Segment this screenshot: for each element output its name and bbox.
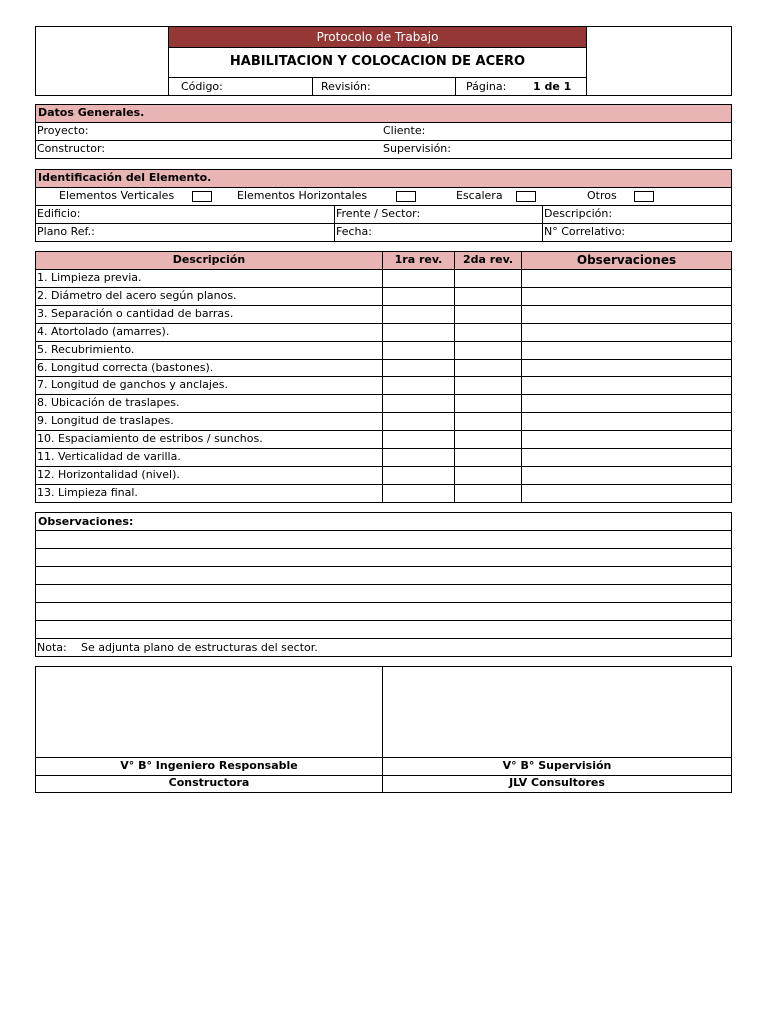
col-header-observaciones: Observaciones xyxy=(576,253,677,267)
checklist-1ra-rev-cell[interactable] xyxy=(383,306,454,322)
checklist-observacion-cell[interactable] xyxy=(522,342,731,358)
firma-ingeniero-org: Constructora xyxy=(168,776,250,789)
checklist-observacion-cell[interactable] xyxy=(522,467,731,483)
checklist-item-label: 9. Longitud de traslapes. xyxy=(37,414,174,427)
checklist-item-label: 4. Atortolado (amarres). xyxy=(37,325,170,338)
checklist-item-label: 5. Recubrimiento. xyxy=(37,343,135,356)
frente-sector-field[interactable]: Frente / Sector: xyxy=(336,207,421,220)
dg-rule-2 xyxy=(35,140,732,141)
checklist-1ra-rev-cell[interactable] xyxy=(383,360,454,376)
header-rule-2 xyxy=(168,77,586,78)
header-col-2 xyxy=(455,77,456,96)
option-otros-label: Otros xyxy=(587,189,617,202)
datos-generales-heading: Datos Generales. xyxy=(38,106,145,119)
checklist-observacion-cell[interactable] xyxy=(522,288,731,304)
checklist-observacion-cell[interactable] xyxy=(522,324,731,340)
firma-ingeniero-title: V° B° Ingeniero Responsable xyxy=(120,759,298,772)
firmas-rule-1 xyxy=(35,757,732,758)
checklist-observacion-cell[interactable] xyxy=(522,431,731,447)
checklist-observacion-cell[interactable] xyxy=(522,360,731,376)
observaciones-line[interactable] xyxy=(35,566,732,567)
checklist-observacion-cell[interactable] xyxy=(522,485,731,501)
revision-label: Revisión: xyxy=(321,80,371,93)
checklist-2da-rev-cell[interactable] xyxy=(455,485,521,501)
checklist-observacion-cell[interactable] xyxy=(522,395,731,411)
firma-supervision-title: V° B° Supervisión xyxy=(502,759,612,772)
header-divider-right xyxy=(586,26,587,96)
checklist-1ra-rev-cell[interactable] xyxy=(383,377,454,393)
observaciones-line xyxy=(35,638,732,639)
checklist-1ra-rev-cell[interactable] xyxy=(383,449,454,465)
edificio-field[interactable]: Edificio: xyxy=(37,207,81,220)
proyecto-field[interactable]: Proyecto: xyxy=(37,124,89,137)
option-horizontales-checkbox[interactable] xyxy=(396,191,416,202)
id-rule-3 xyxy=(35,223,732,224)
option-verticales-label: Elementos Verticales xyxy=(59,189,175,202)
observaciones-line[interactable] xyxy=(35,530,732,531)
checklist-1ra-rev-cell[interactable] xyxy=(383,485,454,501)
checklist-1ra-rev-cell[interactable] xyxy=(383,467,454,483)
checklist-observacion-cell[interactable] xyxy=(522,306,731,322)
option-escalera-checkbox[interactable] xyxy=(516,191,536,202)
col-header-1ra-rev: 1ra rev. xyxy=(394,253,443,266)
pagina-label: Página: xyxy=(466,80,507,93)
checklist-observacion-cell[interactable] xyxy=(522,377,731,393)
col-header-2da-rev: 2da rev. xyxy=(462,253,514,266)
checklist-1ra-rev-cell[interactable] xyxy=(383,342,454,358)
checklist-item-label: 2. Diámetro del acero según planos. xyxy=(37,289,237,302)
option-verticales-checkbox[interactable] xyxy=(192,191,212,202)
option-otros-checkbox[interactable] xyxy=(634,191,654,202)
checklist-1ra-rev-cell[interactable] xyxy=(383,395,454,411)
checklist-item-label: 11. Verticalidad de varilla. xyxy=(37,450,181,463)
checklist-item-label: 1. Limpieza previa. xyxy=(37,271,142,284)
firma-area-ingeniero[interactable] xyxy=(36,667,382,757)
codigo-label: Código: xyxy=(181,80,223,93)
checklist-1ra-rev-cell[interactable] xyxy=(383,431,454,447)
checklist-2da-rev-cell[interactable] xyxy=(455,306,521,322)
checklist-item-label: 3. Separación o cantidad de barras. xyxy=(37,307,234,320)
constructor-field[interactable]: Constructor: xyxy=(37,142,106,155)
checklist-item-label: 8. Ubicación de traslapes. xyxy=(37,396,180,409)
nota-label: Nota: xyxy=(37,641,67,654)
id-rule-1 xyxy=(35,187,732,188)
checklist-2da-rev-cell[interactable] xyxy=(455,270,521,286)
id-rule-2 xyxy=(35,205,732,206)
checklist-item-label: 10. Espaciamiento de estribos / sunchos. xyxy=(37,432,263,445)
checklist-1ra-rev-cell[interactable] xyxy=(383,324,454,340)
observaciones-line[interactable] xyxy=(35,584,732,585)
checklist-item-label: 7. Longitud de ganchos y anclajes. xyxy=(37,378,228,391)
checklist-observacion-cell[interactable] xyxy=(522,413,731,429)
observaciones-line[interactable] xyxy=(35,602,732,603)
descripcion-field[interactable]: Descripción: xyxy=(544,207,613,220)
checklist-2da-rev-cell[interactable] xyxy=(455,377,521,393)
firma-area-supervision[interactable] xyxy=(383,667,731,757)
header-col-1 xyxy=(312,77,313,96)
checklist-observacion-cell[interactable] xyxy=(522,270,731,286)
checklist-2da-rev-cell[interactable] xyxy=(455,449,521,465)
pagina-value: 1 de 1 xyxy=(533,80,572,93)
checklist-2da-rev-cell[interactable] xyxy=(455,413,521,429)
dg-rule-1 xyxy=(35,122,732,123)
checklist-item-label: 6. Longitud correcta (bastones). xyxy=(37,361,214,374)
checklist-2da-rev-cell[interactable] xyxy=(455,395,521,411)
plano-ref-field[interactable]: Plano Ref.: xyxy=(37,225,95,238)
id-col-1 xyxy=(334,205,335,242)
form-title: HABILITACION Y COLOCACION DE ACERO xyxy=(229,54,526,69)
header-rule-1 xyxy=(168,47,586,48)
header-banner xyxy=(169,27,586,47)
col-header-descripcion: Descripción xyxy=(172,253,246,266)
fecha-field[interactable]: Fecha: xyxy=(336,225,372,238)
checklist-item-label: 12. Horizontalidad (nivel). xyxy=(37,468,180,481)
checklist-observacion-cell[interactable] xyxy=(522,449,731,465)
checklist-1ra-rev-cell[interactable] xyxy=(383,413,454,429)
correlativo-field[interactable]: N° Correlativo: xyxy=(544,225,626,238)
option-escalera-label: Escalera xyxy=(456,189,503,202)
firma-supervision-org: JLV Consultores xyxy=(509,776,605,789)
supervision-field[interactable]: Supervisión: xyxy=(383,142,451,155)
checklist-1ra-rev-cell[interactable] xyxy=(383,270,454,286)
nota-text: Se adjunta plano de estructuras del sector. xyxy=(81,641,318,654)
checklist-2da-rev-cell[interactable] xyxy=(455,342,521,358)
checklist-1ra-rev-cell[interactable] xyxy=(383,288,454,304)
observaciones-heading: Observaciones: xyxy=(38,515,134,528)
checklist-2da-rev-cell[interactable] xyxy=(455,288,521,304)
header-banner-text: Protocolo de Trabajo xyxy=(316,30,439,44)
option-horizontales-label: Elementos Horizontales xyxy=(237,189,368,202)
checklist-2da-rev-cell[interactable] xyxy=(455,431,521,447)
id-col-2 xyxy=(542,205,543,242)
checklist-2da-rev-cell[interactable] xyxy=(455,324,521,340)
checklist-2da-rev-cell[interactable] xyxy=(455,467,521,483)
checklist-2da-rev-cell[interactable] xyxy=(455,360,521,376)
observaciones-line[interactable] xyxy=(35,548,732,549)
identificacion-heading: Identificación del Elemento. xyxy=(38,171,212,184)
cliente-field[interactable]: Cliente: xyxy=(383,124,426,137)
observaciones-line[interactable] xyxy=(35,620,732,621)
checklist-item-label: 13. Limpieza final. xyxy=(37,486,138,499)
